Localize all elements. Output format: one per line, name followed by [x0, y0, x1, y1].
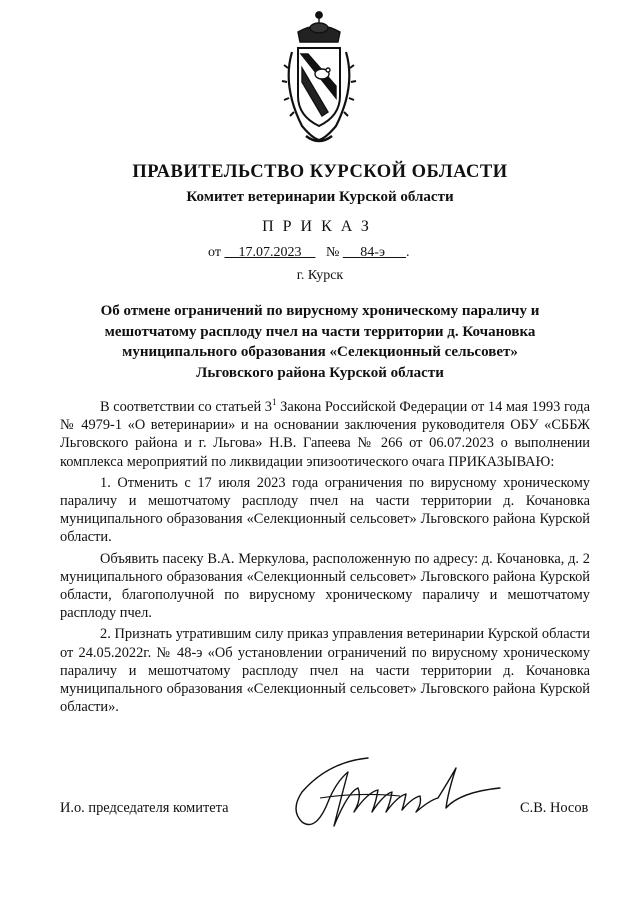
document-type: ПРИКАЗ [262, 218, 378, 235]
apiary-paragraph: Объявить пасеку В.А. Меркулова, расположенную по адресу: д. Кочановка, д. 2 муниципального образования «Селекционный сельсовет» Льговского района Курской области, благополучной по вирусному хроническому параличу и мешотчатому расплоду пчел. [60, 550, 590, 622]
order-subject: Об отмене ограничений по вирусному хроническому параличу и мешотчатому расплоду пчел на части территории д. Кочановка муниципального образования «Селекционный сельсовет» Льговского района Курской области [100, 303, 540, 381]
number-prefix: № [325, 245, 340, 260]
committee-name: Комитет ветеринарии Курской области [186, 189, 454, 205]
number-field: 84-э [360, 245, 385, 260]
date-prefix: от [208, 245, 221, 260]
date-number-line: от 17.07.2023 № 84-э . [208, 245, 410, 260]
signatory-name: С.В. Носов [520, 800, 589, 816]
date-field: 17.07.2023 [238, 245, 302, 260]
clause-2-paragraph: 2. Признать утратившим силу приказ управления ветеринарии Курской области от 24.05.2022г. № 48-э «Об установлении ограничений по вирусному хроническому параличу и мешотчатому расплоду пчел на части территории д. Кочановка муниципального образования «Селекционный сельсовет» Льговского района Курской области». [60, 626, 590, 716]
order-body [60, 398, 590, 716]
city: г. Курск [296, 268, 344, 283]
clause-1-paragraph: 1. Отменить с 17 июля 2023 года ограничения по вирусному хроническому параличу и мешотчатому расплоду пчел на части территории д. Кочановка муниципального образования «Селекционный сельсовет» Льговского района Курской области. [60, 474, 590, 546]
preamble-paragraph: В соответствии со статьей $3^1$ Закона Российской Федерации от 14 мая 1993 года № 4979-1 «О ветеринарии» и на основании заключения руководителя ОБУ «СББЖ Льговского района и г. Льгова» Н.В. Гапеева № 266 от 06.07.2023 о выполнении комплекса мероприятий по ликвидации эпизоотического очага ПРИКАЗЫВАЮ: [60, 397, 590, 470]
signature-icon [288, 752, 503, 840]
coat-of-arms-icon [278, 8, 360, 146]
signatory-role: И.о. председателя комитета [60, 800, 229, 816]
government-title: ПРАВИТЕЛЬСТВО КУРСКОЙ ОБЛАСТИ [132, 162, 508, 182]
